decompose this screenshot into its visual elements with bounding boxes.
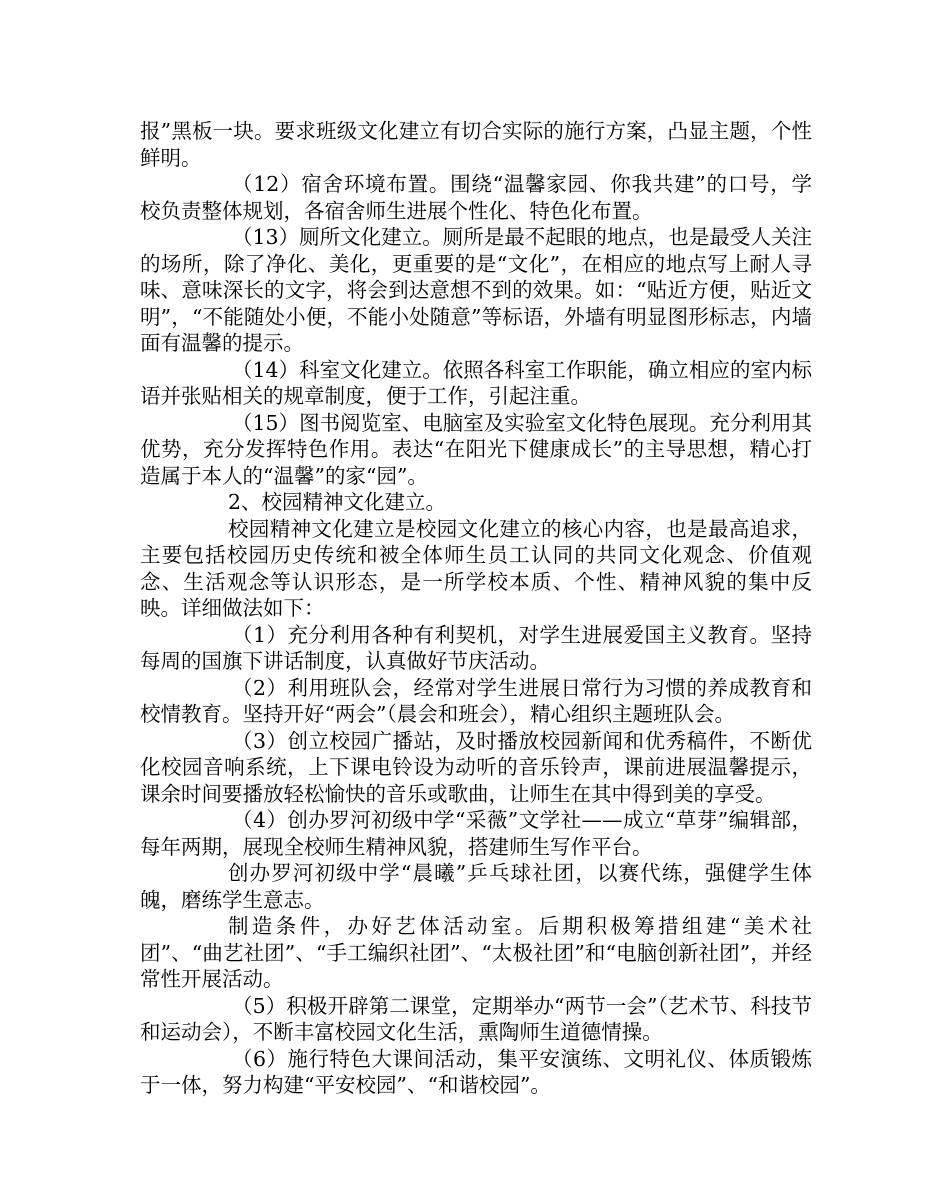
paragraph-arts-room: 制造条件，办好艺体活动室。后期积极筹措组建“美术社团”、“曲艺社团”、“手工编织社团”、“太极社团”和“电脑创新社团”，并经常性开展活动。 <box>140 914 812 991</box>
paragraph-item-6: （6）施行特色大课间活动，集平安演练、文明礼仪、体质锻炼于一体，努力构建“平安校园”、“和谐校园”。 <box>140 1046 812 1097</box>
paragraph-item-3: （3）创立校园广播站，及时播放校园新闻和优秀稿件，不断优化校园音响系统，上下课电铃设为动听的音乐铃声，课前进展温馨提示，课余时间要播放轻松愉快的音乐或歌曲，让师生在其中得到美的享受。 <box>140 728 812 806</box>
paragraph-spirit-intro: 校园精神文化建立是校园文化建立的核心内容，也是最高追求，主要包括校园历史传统和被全体师生员工认同的共同文化观念、价值观念、生活观念等认识形态，是一所学校本质、个性、精神风貌的集中反映。详细做法如下： <box>140 516 812 620</box>
section-heading-spirit-culture: 2、校园精神文化建立。 <box>228 490 447 514</box>
paragraph-dormitory: （12）宿舍环境布置。围绕“温馨家园、你我共建”的口号，学校负责整体规划，各宿舍师生进展个性化、特色化布置。 <box>140 172 812 223</box>
document-body <box>140 118 812 1099</box>
paragraph-library-labs: （15）图书阅览室、电脑室及实验室文化特色展现。充分利用其优势，充分发挥特色作用。表达“在阳光下健康成长”的主导思想，精心打造属于本人的“温馨”的家“园”。 <box>140 410 812 488</box>
paragraph-restroom: （13）厕所文化建立。厕所是最不起眼的地点，也是最受人关注的场所，除了净化、美化，更重要的是“文化”，在相应的地点写上耐人寻味、意味深长的文字，将会到达意想不到的效果。如：“贴近方便，贴近文明”，“不能随处小便，不能小处随意”等标语，外墙有明显图形标志，内墙面有温馨的提示。 <box>140 225 812 355</box>
paragraph-offices: （14）科室文化建立。依照各科室工作职能，确立相应的室内标语并张贴相关的规章制度，便于工作，引起注重。 <box>140 357 812 408</box>
paragraph-item-4: （4）创办罗河初级中学“采薇”文学社——成立“草芽”编辑部，每年两期，展现全校师生精神风貌，搭建师生写作平台。 <box>140 808 812 859</box>
paragraph-pingpong-club: 创办罗河初级中学“晨曦”乒乓球社团，以赛代练，强健学生体魄，磨练学生意志。 <box>140 861 812 912</box>
paragraph-item-1: （1）充分利用各种有利契机，对学生进展爱国主义教育。坚持每周的国旗下讲话制度，认真做好节庆活动。 <box>140 622 812 673</box>
paragraph-item-5: （5）积极开辟第二课堂，定期举办“两节一会”（艺术节、科技节和运动会），不断丰富校园文化生活，熏陶师生道德情操。 <box>140 993 812 1044</box>
paragraph-class-culture-end: 报”黑板一块。要求班级文化建立有切合实际的施行方案，凸显主题，个性鲜明。 <box>140 119 812 170</box>
paragraph-item-2: （2）利用班队会，经常对学生进展日常行为习惯的养成教育和校情教育。坚持开好“两会”（晨会和班会），精心组织主题班队会。 <box>140 675 812 726</box>
